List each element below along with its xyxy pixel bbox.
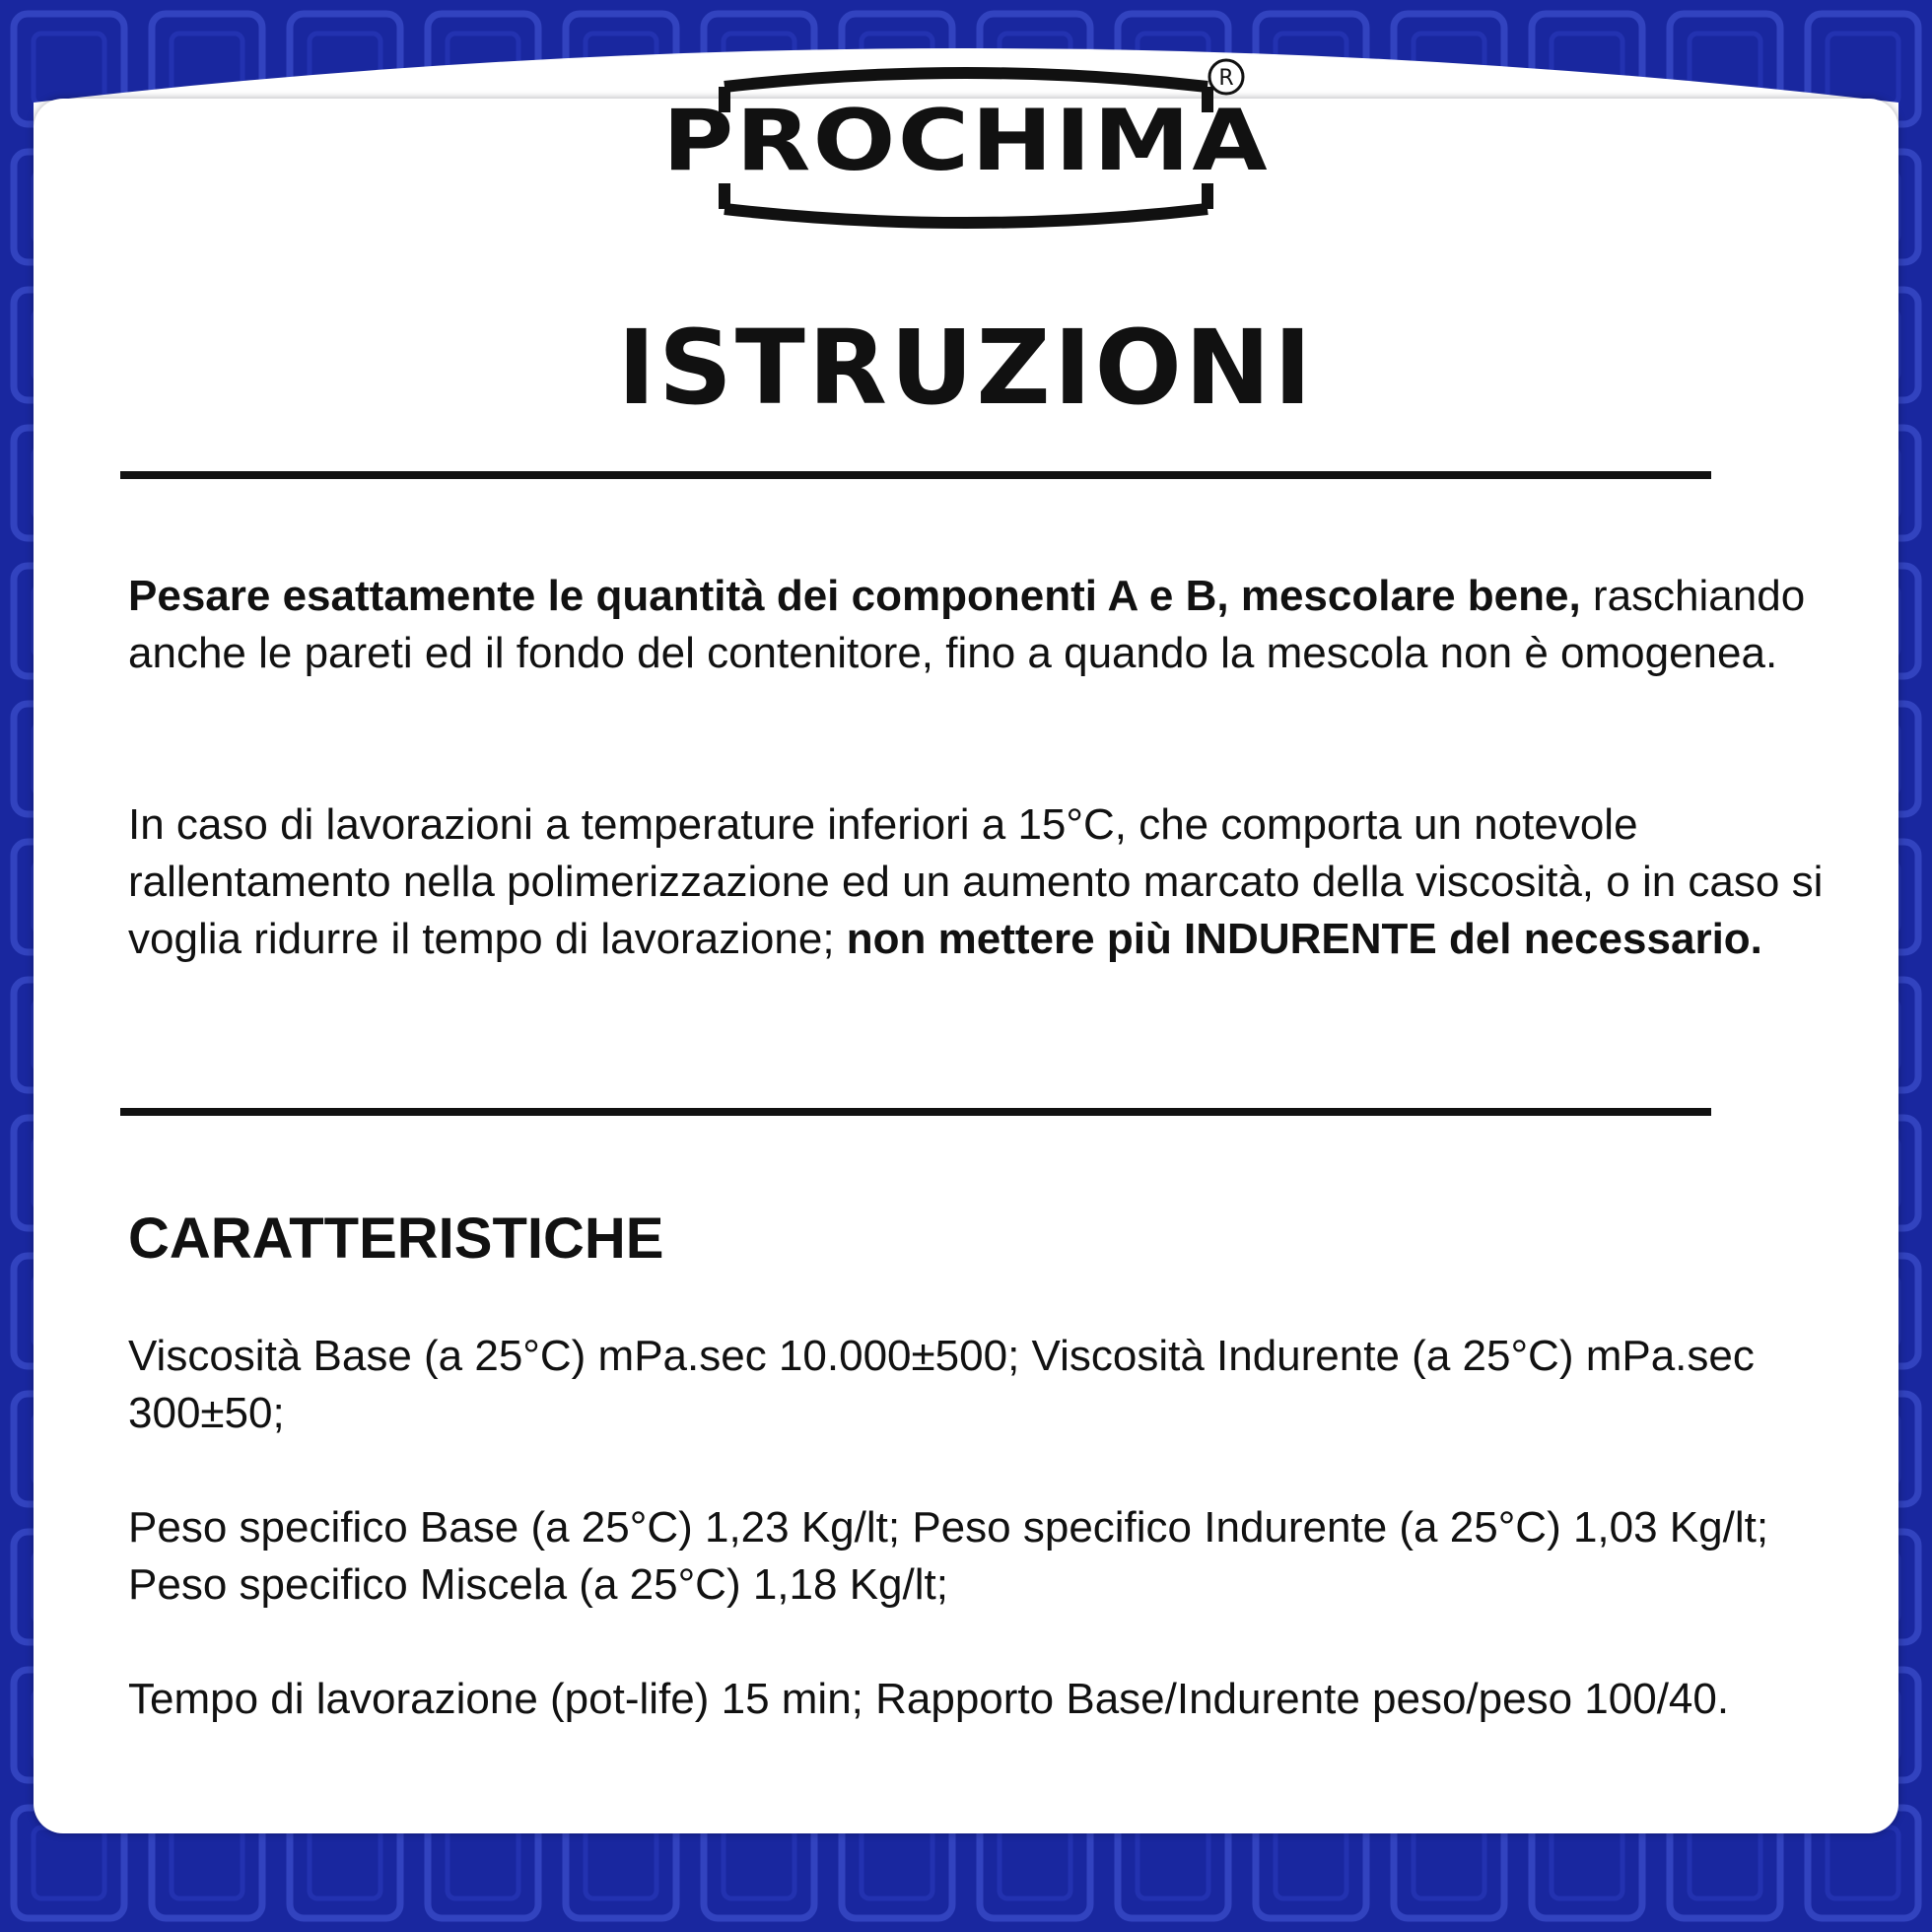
- instruction-paragraph-2: [128, 796, 1843, 968]
- page-title: ISTRUZIONI: [617, 308, 1315, 428]
- instruction-paragraph-1: [128, 568, 1843, 682]
- instruction-2-text: In caso di lavorazioni a temperature inferiori a 15°C, che comporta un notevole rallentamento nella polimerizzazione ed un aumento marcato della viscosità, o in caso si voglia ridurre il tempo di lavorazione;: [128, 800, 1824, 963]
- instruction-1-bold: Pesare esattamente le quantità dei componenti A e B, mescolare bene,: [128, 572, 1581, 620]
- registered-mark: R: [1218, 66, 1234, 91]
- instruction-2-bold: non mettere più INDURENTE del necessario.: [846, 915, 1762, 963]
- characteristics-heading: CARATTERISTICHE: [128, 1207, 664, 1271]
- characteristic-viscosity: Viscosità Base (a 25°C) mPa.sec 10.000±500; Viscosità Indurente (a 25°C) mPa.sec 300±50;: [128, 1332, 1755, 1437]
- prochima-logo: [651, 51, 1281, 239]
- characteristic-pot-life-ratio: Tempo di lavorazione (pot-life) 15 min; Rapporto Base/Indurente peso/peso 100/40.: [128, 1675, 1730, 1723]
- divider: [120, 1108, 1711, 1116]
- instruction-1-text: raschiando anche le pareti ed il fondo del contenitore, fino a quando la mescola non è omogenea.: [128, 572, 1806, 677]
- logo-wordmark: PROCHIMA: [662, 92, 1270, 190]
- divider: [120, 471, 1711, 479]
- characteristic-specific-weight: Peso specifico Base (a 25°C) 1,23 Kg/lt; Peso specifico Indurente (a 25°C) 1,03 Kg/lt; Peso specifico Miscela (a 25°C) 1,18 Kg/lt;: [128, 1503, 1769, 1609]
